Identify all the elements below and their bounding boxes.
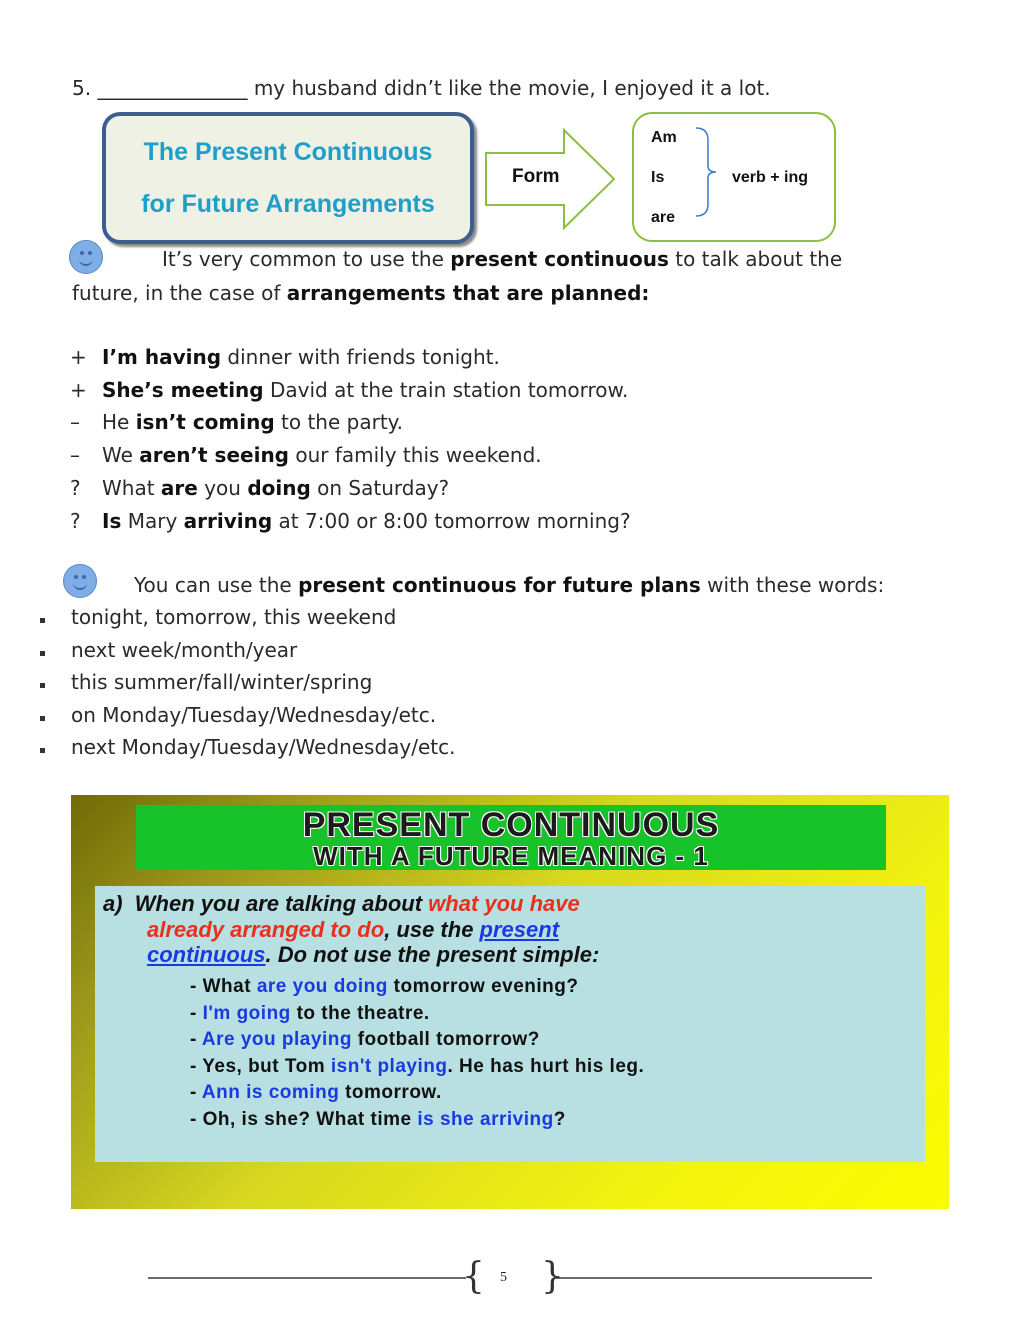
rule-text: . Do not use the present simple: xyxy=(265,942,600,967)
example-sign: + xyxy=(70,377,87,402)
slide-example-text: tomorrow. xyxy=(339,1082,442,1104)
example-sign: + xyxy=(70,345,87,369)
footer-rule-right xyxy=(556,1277,872,1279)
time-word-text: this summer/fall/winter/spring xyxy=(71,670,373,694)
rule-link: continuous xyxy=(147,942,266,967)
formula-is: Is xyxy=(651,169,665,186)
page-number: 5 xyxy=(500,1270,507,1285)
smiley-icon xyxy=(69,240,103,274)
example-sign: ? xyxy=(70,508,81,533)
rule-link: present xyxy=(479,917,560,942)
example-item xyxy=(70,443,542,467)
example-text: What xyxy=(102,475,161,500)
slide-example-line xyxy=(190,1029,540,1051)
slide-rule-line-3 xyxy=(147,942,599,968)
example-text: We xyxy=(102,443,140,468)
intro-text: future, in the case of xyxy=(72,281,287,305)
example-verb: She’s meeting xyxy=(102,377,264,402)
slide-example-verb: are you doing xyxy=(256,976,388,997)
example-verb: I’m having xyxy=(102,345,222,369)
slide-example-text: - What xyxy=(190,976,257,997)
formula-result: verb + ing xyxy=(732,169,809,186)
slide-example-text: - xyxy=(190,1002,203,1024)
example-verb: aren’t seeing xyxy=(139,443,289,468)
exercise-number: 5. xyxy=(72,76,92,100)
time-word-text: tonight, tomorrow, this weekend xyxy=(71,605,397,629)
rule-prefix: a) xyxy=(103,891,123,916)
slide-example-text: to the theatre. xyxy=(290,1002,430,1024)
example-text: you xyxy=(197,475,248,500)
example-verb: are xyxy=(160,475,198,500)
form-label: Form xyxy=(512,166,560,187)
example-sign: ? xyxy=(70,475,81,500)
example-verb: isn’t coming xyxy=(135,410,275,435)
slide-example-line xyxy=(190,1003,430,1025)
time-word-text: next Monday/Tuesday/Wednesday/etc. xyxy=(71,735,456,759)
bullet-icon xyxy=(40,748,45,753)
footer-rule-left xyxy=(148,1277,466,1279)
slide-example-text: - xyxy=(190,1082,202,1104)
bullet-icon xyxy=(40,683,45,688)
slide-example-text: football tomorrow? xyxy=(351,1029,540,1051)
answer-blank[interactable]: _______________ xyxy=(97,76,248,100)
example-verb: Is xyxy=(102,508,122,533)
intro-text: to talk about the xyxy=(668,247,843,271)
example-item xyxy=(70,378,628,402)
bullet-icon xyxy=(40,716,45,721)
title-line-1: The Present Continuous xyxy=(143,138,433,166)
plans-bold: present continuous for future plans xyxy=(298,573,701,597)
rule-text: , use the xyxy=(384,917,480,942)
title-line-2: for Future Arrangements xyxy=(141,190,435,218)
slide-example-text: tomorrow evening? xyxy=(387,976,579,997)
slide-example-text: - xyxy=(190,1029,202,1051)
slide-example-line xyxy=(190,1082,442,1104)
footer-brace-right-icon: } xyxy=(541,1256,564,1297)
intro-bold: arrangements that are planned: xyxy=(286,281,650,305)
formula-am: Am xyxy=(651,129,677,146)
title-box xyxy=(102,112,474,244)
slide-example-verb: is she arriving xyxy=(417,1109,554,1130)
example-text: He xyxy=(102,410,136,435)
example-text: our family this weekend. xyxy=(289,443,542,468)
time-word-text: on Monday/Tuesday/Wednesday/etc. xyxy=(71,702,437,727)
smiley-icon xyxy=(63,564,97,598)
slide-title-1: PRESENT CONTINUOUS xyxy=(302,806,720,844)
example-text: to the party. xyxy=(274,410,404,435)
slide-example-line xyxy=(190,976,578,998)
example-text: David at the train station tomorrow. xyxy=(263,377,629,402)
rule-text: When you are talking about xyxy=(134,891,429,916)
example-verb: doing xyxy=(247,475,311,500)
example-text: on Saturday? xyxy=(310,475,450,500)
bullet-icon xyxy=(40,618,45,623)
example-text: dinner with friends tonight. xyxy=(221,345,500,369)
curly-brace-icon xyxy=(694,126,724,218)
example-sign: – xyxy=(70,443,80,468)
example-item xyxy=(70,509,631,533)
plans-text: You can use the xyxy=(134,573,299,597)
slide-example-line xyxy=(190,1109,566,1131)
slide-header xyxy=(136,805,886,870)
intro-line-2 xyxy=(72,281,649,305)
slide-example-verb: I'm going xyxy=(202,1002,291,1024)
intro-line-1 xyxy=(162,247,842,271)
slide-example-text: ? xyxy=(553,1109,566,1130)
rule-highlight: already arranged to do xyxy=(147,917,385,942)
intro-bold: present continuous xyxy=(450,247,669,271)
slide-example-verb: Ann is coming xyxy=(201,1082,340,1104)
example-sign: – xyxy=(70,410,80,435)
slide-example-text: - Oh, is she? What time xyxy=(190,1109,418,1130)
example-item xyxy=(70,476,449,500)
slide-rule-line-1 xyxy=(103,891,580,917)
example-text: Mary xyxy=(121,508,184,533)
example-item xyxy=(70,345,500,369)
slide-example-text: - Yes, but Tom xyxy=(190,1055,331,1077)
slide-example-text: . He has hurt his leg. xyxy=(447,1055,645,1077)
rule-highlight: what you have xyxy=(428,891,580,916)
example-item xyxy=(70,410,403,434)
slide-title-2: WITH A FUTURE MEANING - 1 xyxy=(313,841,709,871)
time-word-text: next week/month/year xyxy=(71,637,298,662)
example-text: at 7:00 or 8:00 tomorrow morning? xyxy=(272,508,631,533)
slide-rule-line-2 xyxy=(147,917,559,943)
slide-example-verb: Are you playing xyxy=(201,1029,352,1051)
slide-example-verb: isn't playing xyxy=(330,1055,448,1077)
formula-are: are xyxy=(651,209,676,226)
plans-text: with these words: xyxy=(700,573,885,597)
intro-text: It’s very common to use the xyxy=(162,247,451,271)
example-verb: arriving xyxy=(183,508,273,533)
slide-example-line xyxy=(190,1056,644,1078)
exercise-text: my husband didn’t like the movie, I enjoyed it a lot. xyxy=(253,76,771,100)
plans-line xyxy=(134,573,884,597)
footer-brace-left-icon: { xyxy=(462,1256,485,1297)
bullet-icon xyxy=(40,651,45,656)
exercise-5 xyxy=(72,76,771,100)
